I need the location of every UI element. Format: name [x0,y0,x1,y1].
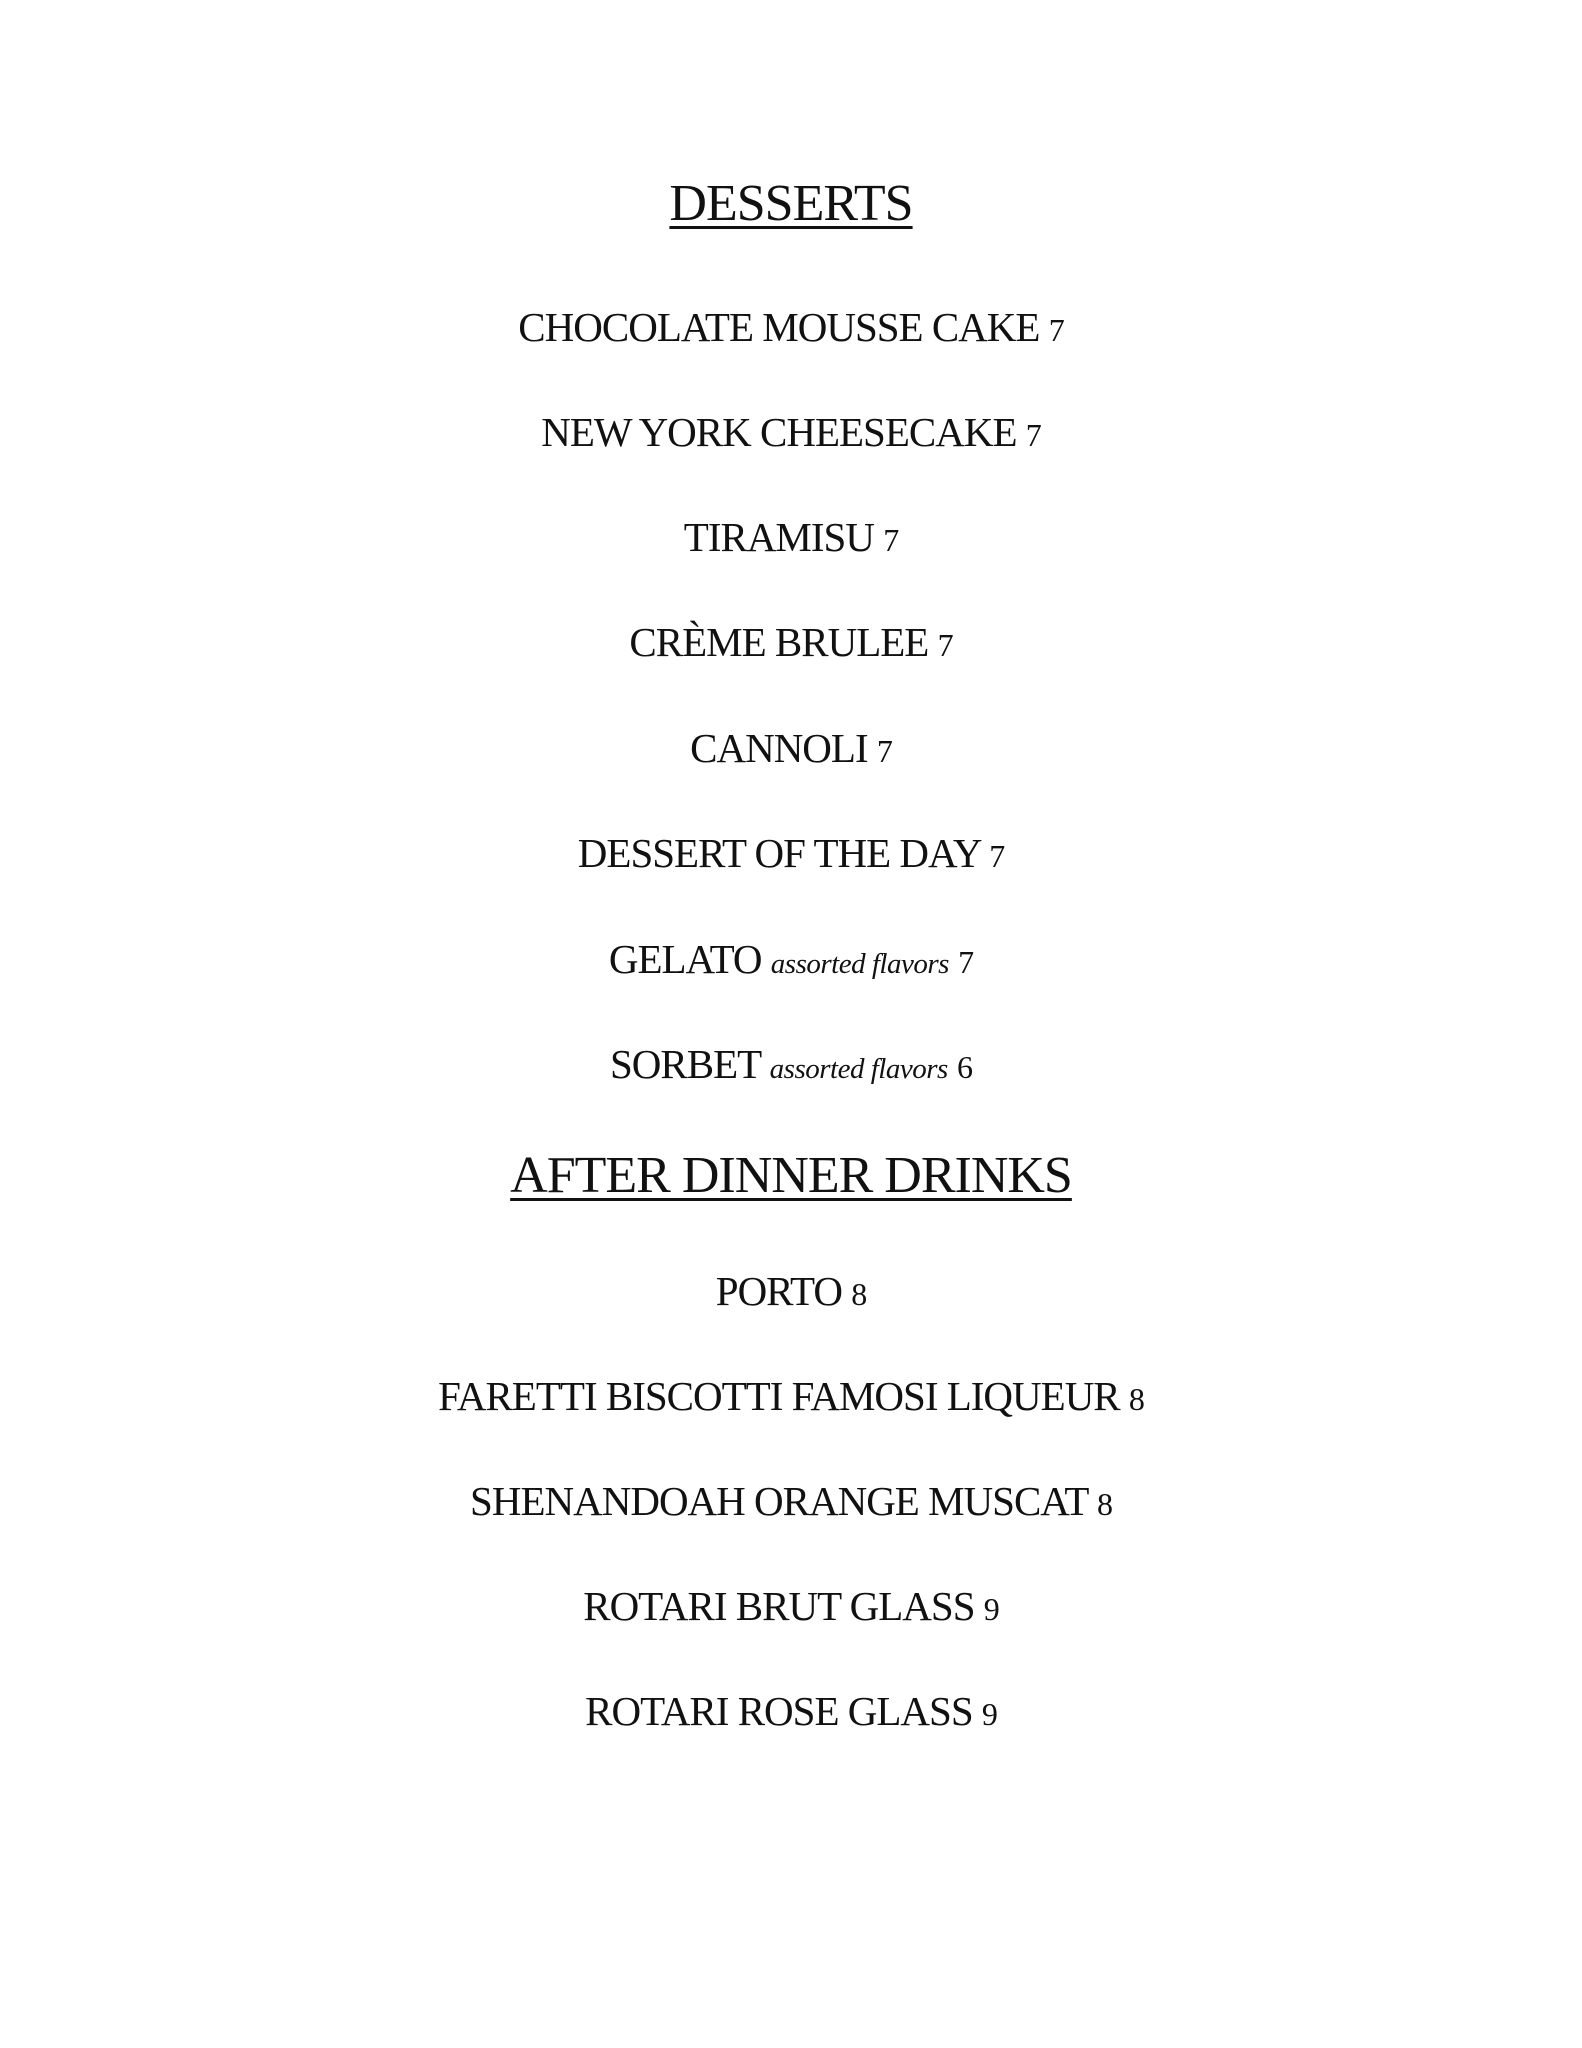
item-price: 7 [1025,417,1041,453]
item-name: DESSERT OF THE DAY [577,830,980,876]
menu-item-tiramisu [0,514,1582,560]
item-price: 6 [957,1049,973,1085]
item-name: CRÈME BRULEE [629,619,929,665]
item-name: TIRAMISU [683,514,874,560]
item-price: 9 [981,1696,997,1732]
item-name: GELATO [608,936,762,982]
menu-item-rotari-brut-glass [0,1583,1582,1629]
menu-item-shenandoah-orange-muscat [0,1478,1582,1524]
item-price: 8 [1096,1486,1112,1522]
menu-item-new-york-cheesecake [0,409,1582,455]
item-name: PORTO [715,1268,842,1314]
menu-item-faretti-biscotti-famosi-liqueur [0,1373,1582,1419]
item-price: 7 [876,733,892,769]
menu-item-dessert-of-the-day [0,830,1582,876]
item-price: 8 [1128,1381,1144,1417]
item-price: 7 [883,522,899,558]
item-name: CANNOLI [690,725,868,771]
after-dinner-drinks-heading: AFTER DINNER DRINKS [510,1147,1072,1204]
item-price: 7 [989,838,1005,874]
menu-item-creme-brulee [0,619,1582,665]
item-name: NEW YORK CHEESECAKE [541,409,1017,455]
desserts-heading: DESSERTS [669,175,913,232]
item-price: 8 [851,1276,867,1312]
item-name: FARETTI BISCOTTI FAMOSI LIQUEUR [438,1373,1120,1419]
item-price: 9 [983,1591,999,1627]
item-price: 7 [1048,312,1064,348]
item-name: SORBET [609,1041,761,1087]
item-name: ROTARI ROSE GLASS [585,1688,973,1734]
menu-item-porto [0,1268,1582,1314]
item-name: ROTARI BRUT GLASS [583,1583,975,1629]
item-price: 7 [937,627,953,663]
item-price: 7 [958,944,974,980]
item-description: assorted flavors [770,948,949,980]
menu-item-sorbet [0,1041,1582,1087]
item-description: assorted flavors [769,1053,948,1085]
menu-item-rotari-rose-glass [0,1688,1582,1734]
item-name: SHENANDOAH ORANGE MUSCAT [470,1478,1088,1524]
menu-item-gelato [0,936,1582,982]
menu-item-cannoli [0,725,1582,771]
menu-item-chocolate-mousse-cake [0,304,1582,350]
item-name: CHOCOLATE MOUSSE CAKE [518,304,1040,350]
